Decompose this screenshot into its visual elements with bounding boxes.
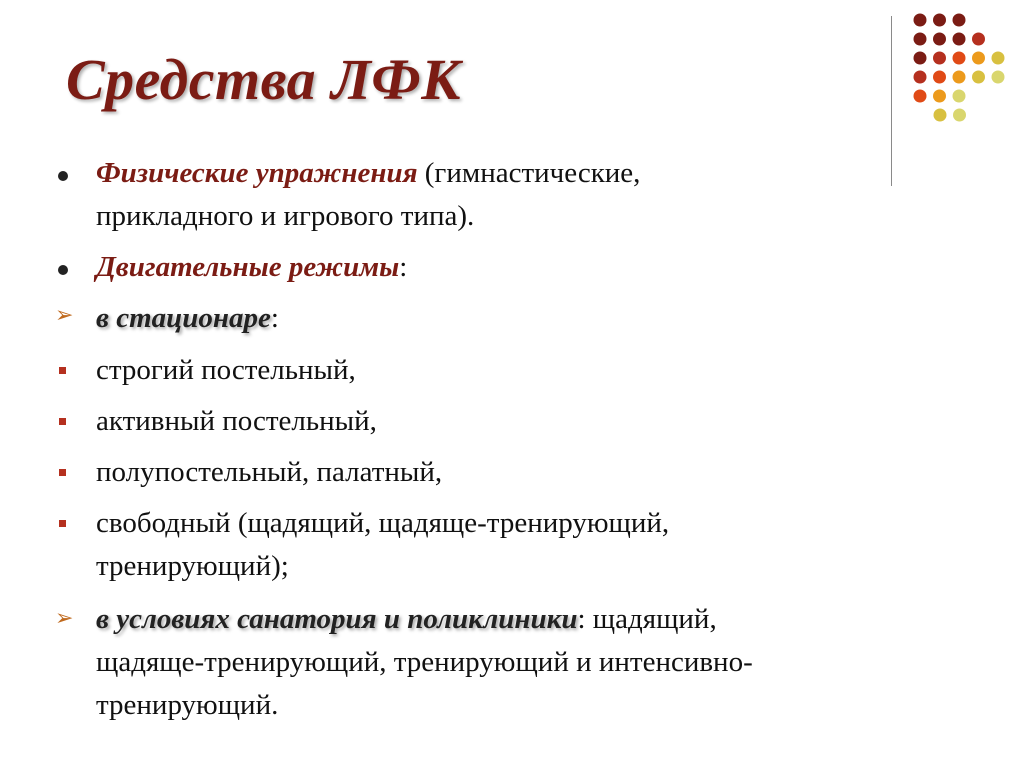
decorative-dot bbox=[914, 71, 927, 84]
decorative-dot bbox=[934, 109, 947, 122]
decorative-dot bbox=[972, 52, 985, 65]
list-item-strict-bed bbox=[96, 349, 836, 392]
list-item-hospital bbox=[96, 297, 836, 340]
decorative-dot bbox=[914, 90, 927, 103]
square-bullet-icon bbox=[59, 418, 66, 425]
decorative-dot bbox=[972, 33, 985, 46]
item-emphasis: в стационаре bbox=[96, 302, 271, 334]
item-emphasis: в условиях санатория и поликлиники bbox=[96, 603, 578, 635]
decorative-dot bbox=[992, 52, 1005, 65]
item-text: активный постельный, bbox=[96, 405, 377, 437]
list-item-sanatorium bbox=[96, 598, 836, 727]
item-text-line2: щадяще-тренирующий, тренирующий и интенсивно- bbox=[96, 646, 753, 678]
decorative-dot bbox=[914, 14, 927, 27]
decorative-dot bbox=[933, 14, 946, 27]
item-text-line2: прикладного и игрового типа). bbox=[96, 200, 475, 232]
arrow-bullet-icon: ➢ bbox=[55, 303, 74, 328]
decorative-dot bbox=[914, 52, 927, 65]
decorative-dot bbox=[953, 71, 966, 84]
item-text: строгий постельный, bbox=[96, 354, 356, 386]
divider-line bbox=[891, 16, 892, 186]
list-item-semi-bed bbox=[96, 451, 836, 494]
slide-title: Средства ЛФК bbox=[66, 47, 462, 112]
item-emphasis: Физические упражнения bbox=[96, 157, 418, 189]
decorative-dot bbox=[953, 52, 966, 65]
list-item-free bbox=[96, 502, 836, 588]
item-text: : bbox=[270, 302, 279, 334]
decorative-dot bbox=[972, 71, 985, 84]
decorative-dot bbox=[992, 71, 1005, 84]
decorative-dot bbox=[953, 109, 966, 122]
list-item-physical-exercises bbox=[96, 152, 836, 238]
item-text: : щадящий, bbox=[577, 603, 717, 635]
disc-bullet-icon bbox=[58, 265, 68, 275]
item-text-line3: тренирующий. bbox=[96, 689, 279, 721]
item-text: полупостельный, палатный, bbox=[96, 456, 443, 488]
decorative-dot bbox=[933, 90, 946, 103]
list-item-active-bed bbox=[96, 400, 836, 443]
arrow-bullet-icon: ➢ bbox=[55, 606, 74, 631]
decorative-dot bbox=[933, 71, 946, 84]
decorative-dot bbox=[953, 33, 966, 46]
square-bullet-icon bbox=[59, 469, 66, 476]
decorative-dot bbox=[953, 14, 966, 27]
item-text: : bbox=[399, 251, 408, 283]
decorative-dot bbox=[914, 33, 927, 46]
item-emphasis: Двигательные режимы bbox=[96, 251, 400, 283]
disc-bullet-icon bbox=[58, 171, 68, 181]
decorative-dot bbox=[933, 33, 946, 46]
decorative-dot bbox=[933, 52, 946, 65]
square-bullet-icon bbox=[59, 367, 66, 374]
item-text-line2: тренирующий); bbox=[96, 550, 289, 582]
list-item-motor-modes bbox=[96, 246, 836, 289]
item-text: (гимнастические, bbox=[417, 157, 641, 189]
item-text: свободный (щадящий, щадяще-тренирующий, bbox=[96, 507, 670, 539]
decorative-dot bbox=[953, 90, 966, 103]
square-bullet-icon bbox=[59, 520, 66, 527]
